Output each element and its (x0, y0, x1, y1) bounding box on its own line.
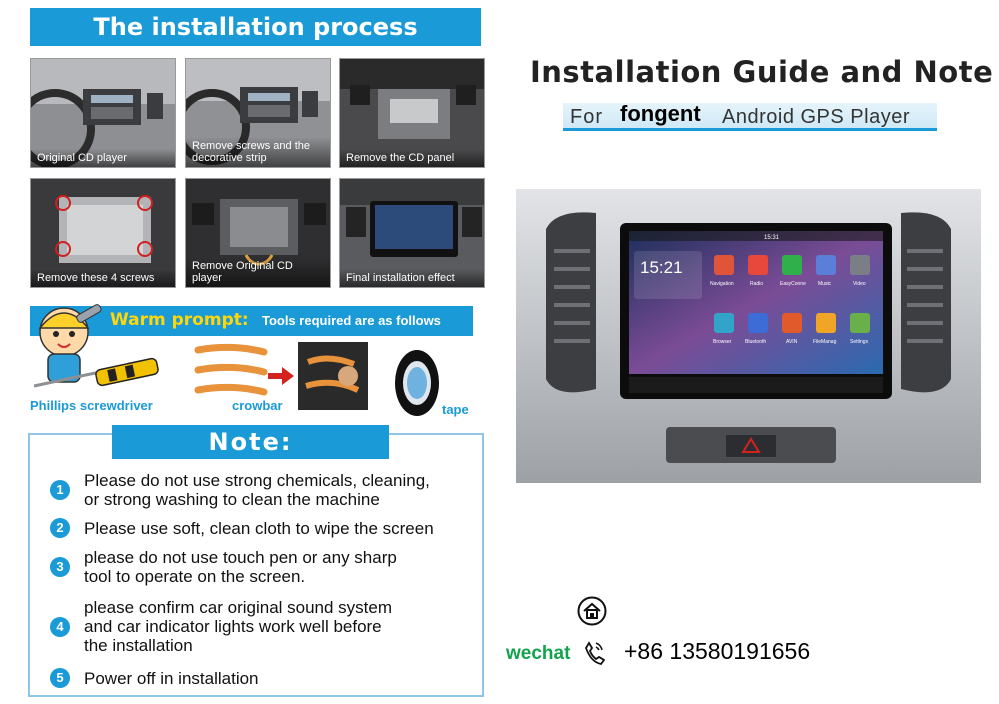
brand-name: fongent (620, 101, 701, 126)
step-caption: Remove Original CD player (186, 257, 330, 287)
step-5-photo (185, 178, 331, 288)
app-label: Settings (850, 339, 869, 345)
note-title: Note: (112, 425, 389, 459)
step-2-photo (185, 58, 331, 168)
app-label: Radio (750, 281, 764, 287)
note-text: Please use soft, clean cloth to wipe the screen (84, 518, 434, 538)
guide-subtitle-for: For (570, 106, 603, 128)
app-label: Bluetooth (745, 339, 767, 345)
app-label: Video (853, 281, 866, 287)
step-caption: Final installation effect (340, 269, 484, 287)
step-4-photo (30, 178, 176, 288)
product-name: Android GPS Player (722, 106, 910, 128)
car-dashboard-image (516, 189, 981, 483)
note-item (50, 518, 434, 538)
guide-title: Installation Guide and Note (530, 55, 994, 89)
crowbar-usage-image (298, 342, 368, 410)
step-caption: Remove screws and the decorative strip (186, 137, 330, 167)
note-text: please confirm car original sound system and car indicator lights work well before the installation (84, 598, 393, 655)
step-3-photo (339, 58, 485, 168)
note-item (50, 598, 392, 655)
app-label: Browser (713, 339, 732, 345)
warm-prompt-title: Warm prompt: (110, 310, 249, 330)
crowbar-icon (192, 340, 272, 400)
crowbar-label: crowbar (232, 398, 283, 413)
wechat-label: wechat (506, 643, 571, 664)
screwdriver-icon (30, 356, 160, 392)
tape-icon (392, 348, 442, 418)
status-bar-time: 15:31 (764, 235, 780, 241)
note-text: please do not use touch pen or any sharp tool to operate on the screen. (84, 548, 397, 586)
arrow-right-icon (268, 367, 294, 385)
note-number-badge: 2 (50, 518, 70, 538)
process-title: The installation process (30, 8, 481, 46)
screwdriver-label: Phillips screwdriver (30, 398, 153, 413)
warm-prompt-subtitle: Tools required are as follows (262, 313, 441, 328)
screen-clock: 15:21 (640, 258, 683, 277)
step-caption: Remove the CD panel (340, 149, 484, 167)
note-item (50, 471, 430, 509)
note-number-badge: 4 (50, 617, 70, 637)
app-label: AVIN (786, 339, 798, 345)
note-text: Please do not use strong chemicals, cleaning, or strong washing to clean the machine (84, 471, 430, 509)
step-6-photo (339, 178, 485, 288)
note-number-badge: 1 (50, 480, 70, 500)
app-label: Music (818, 281, 832, 287)
home-icon (577, 596, 607, 626)
step-caption: Original CD player (31, 149, 175, 167)
head-unit-photo (516, 189, 981, 483)
phone-number: +86 13580191656 (624, 638, 811, 664)
step-1-photo (30, 58, 176, 168)
step-caption: Remove these 4 screws (31, 269, 175, 287)
tape-label: tape (442, 402, 469, 417)
note-item (50, 668, 259, 688)
note-number-badge: 3 (50, 557, 70, 577)
phone-icon (583, 640, 605, 666)
note-item (50, 548, 397, 586)
app-label: Navigation (710, 281, 734, 287)
app-label: EasyConne (780, 281, 806, 287)
note-text: Power off in installation (84, 668, 259, 688)
note-number-badge: 5 (50, 668, 70, 688)
app-label: FileManag (813, 339, 837, 345)
